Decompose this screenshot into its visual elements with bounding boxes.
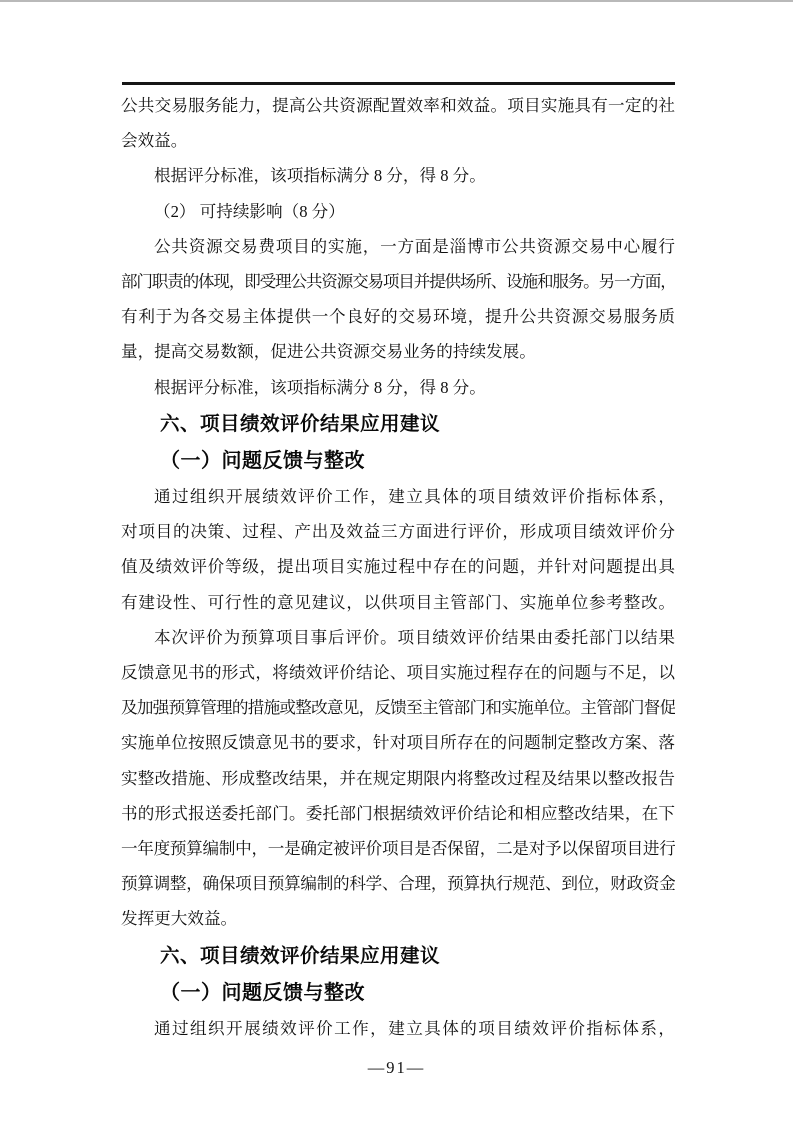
- header-rule: [122, 82, 675, 85]
- body-line: 公共资源交易费项目的实施，一方面是淄博市公共资源交易中心履行: [154, 236, 675, 256]
- body-line: 本次评价为预算项目事后评价。项目绩效评价结果由委托部门以结果: [154, 627, 675, 647]
- body-line: 根据评分标准，该项指标满分 8 分，得 8 分。: [154, 377, 486, 397]
- page-number: —91—: [367, 1058, 426, 1077]
- body-line: 值及绩效评价等级，提出项目实施过程中存在的问题，并针对问题提出具: [121, 557, 675, 577]
- body-line: 根据评分标准，该项指标满分 8 分，得 8 分。: [154, 166, 486, 186]
- page-body: [121, 88, 675, 1046]
- body-line: 会效益。: [121, 131, 188, 151]
- body-line: 对项目的决策、过程、产出及效益三方面进行评价，形成项目绩效评价分: [121, 522, 675, 542]
- body-line: 通过组织开展绩效评价工作，建立具体的项目绩效评价指标体系，: [154, 487, 675, 507]
- body-line: 量，提高交易数额，促进公共资源交易业务的持续发展。: [121, 342, 536, 362]
- body-line: 实整改措施、形成整改结果，并在规定期限内将整改过程及结果以整改报告: [121, 768, 675, 788]
- body-line: 发挥更大效益。: [121, 909, 238, 929]
- body-line: 公共交易服务能力，提高公共资源配置效率和效益。项目实施具有一定的社: [121, 96, 675, 115]
- body-line: 有利于为各交易主体提供一个良好的交易环境，提升公共资源交易服务质: [121, 307, 675, 327]
- body-line: 有建设性、可行性的意见建议，以供项目主管部门、实施单位参考整改。: [121, 592, 675, 612]
- body-line: 及加强预算管理的措施或整改意见，反馈至主管部门和实施单位。主管部门督促: [121, 698, 675, 718]
- body-line: 通过组织开展绩效评价工作，建立具体的项目绩效评价指标体系，: [154, 1018, 675, 1038]
- body-line: 部门职责的体现，即受理公共资源交易项目并提供场所、设施和服务。另一方面，: [121, 271, 675, 291]
- body-line: 实施单位按照反馈意见书的要求，针对项目所存在的问题制定整改方案、落: [121, 733, 675, 753]
- body-line: 书的形式报送委托部门。委托部门根据绩效评价结论和相应整改结果，在下: [121, 803, 675, 823]
- body-line: 反馈意见书的形式，将绩效评价结论、项目实施过程存在的问题与不足，以: [121, 663, 675, 682]
- subsection-heading: （一）问题反馈与整改: [160, 449, 365, 472]
- page-top-edge: [0, 0, 793, 2]
- subsection-heading: （一）问题反馈与整改: [160, 981, 365, 1004]
- body-line: 预算调整，确保项目预算编制的科学、合理，预算执行规范、到位，财政资金: [121, 874, 675, 894]
- section-heading: 六、项目绩效评价结果应用建议: [160, 412, 441, 435]
- body-line: 一年度预算编制中，一是确定被评价项目是否保留，二是对予以保留项目进行: [121, 838, 675, 858]
- body-line: （2） 可持续影响（8 分）: [154, 201, 345, 221]
- section-heading: 六、项目绩效评价结果应用建议: [160, 944, 441, 967]
